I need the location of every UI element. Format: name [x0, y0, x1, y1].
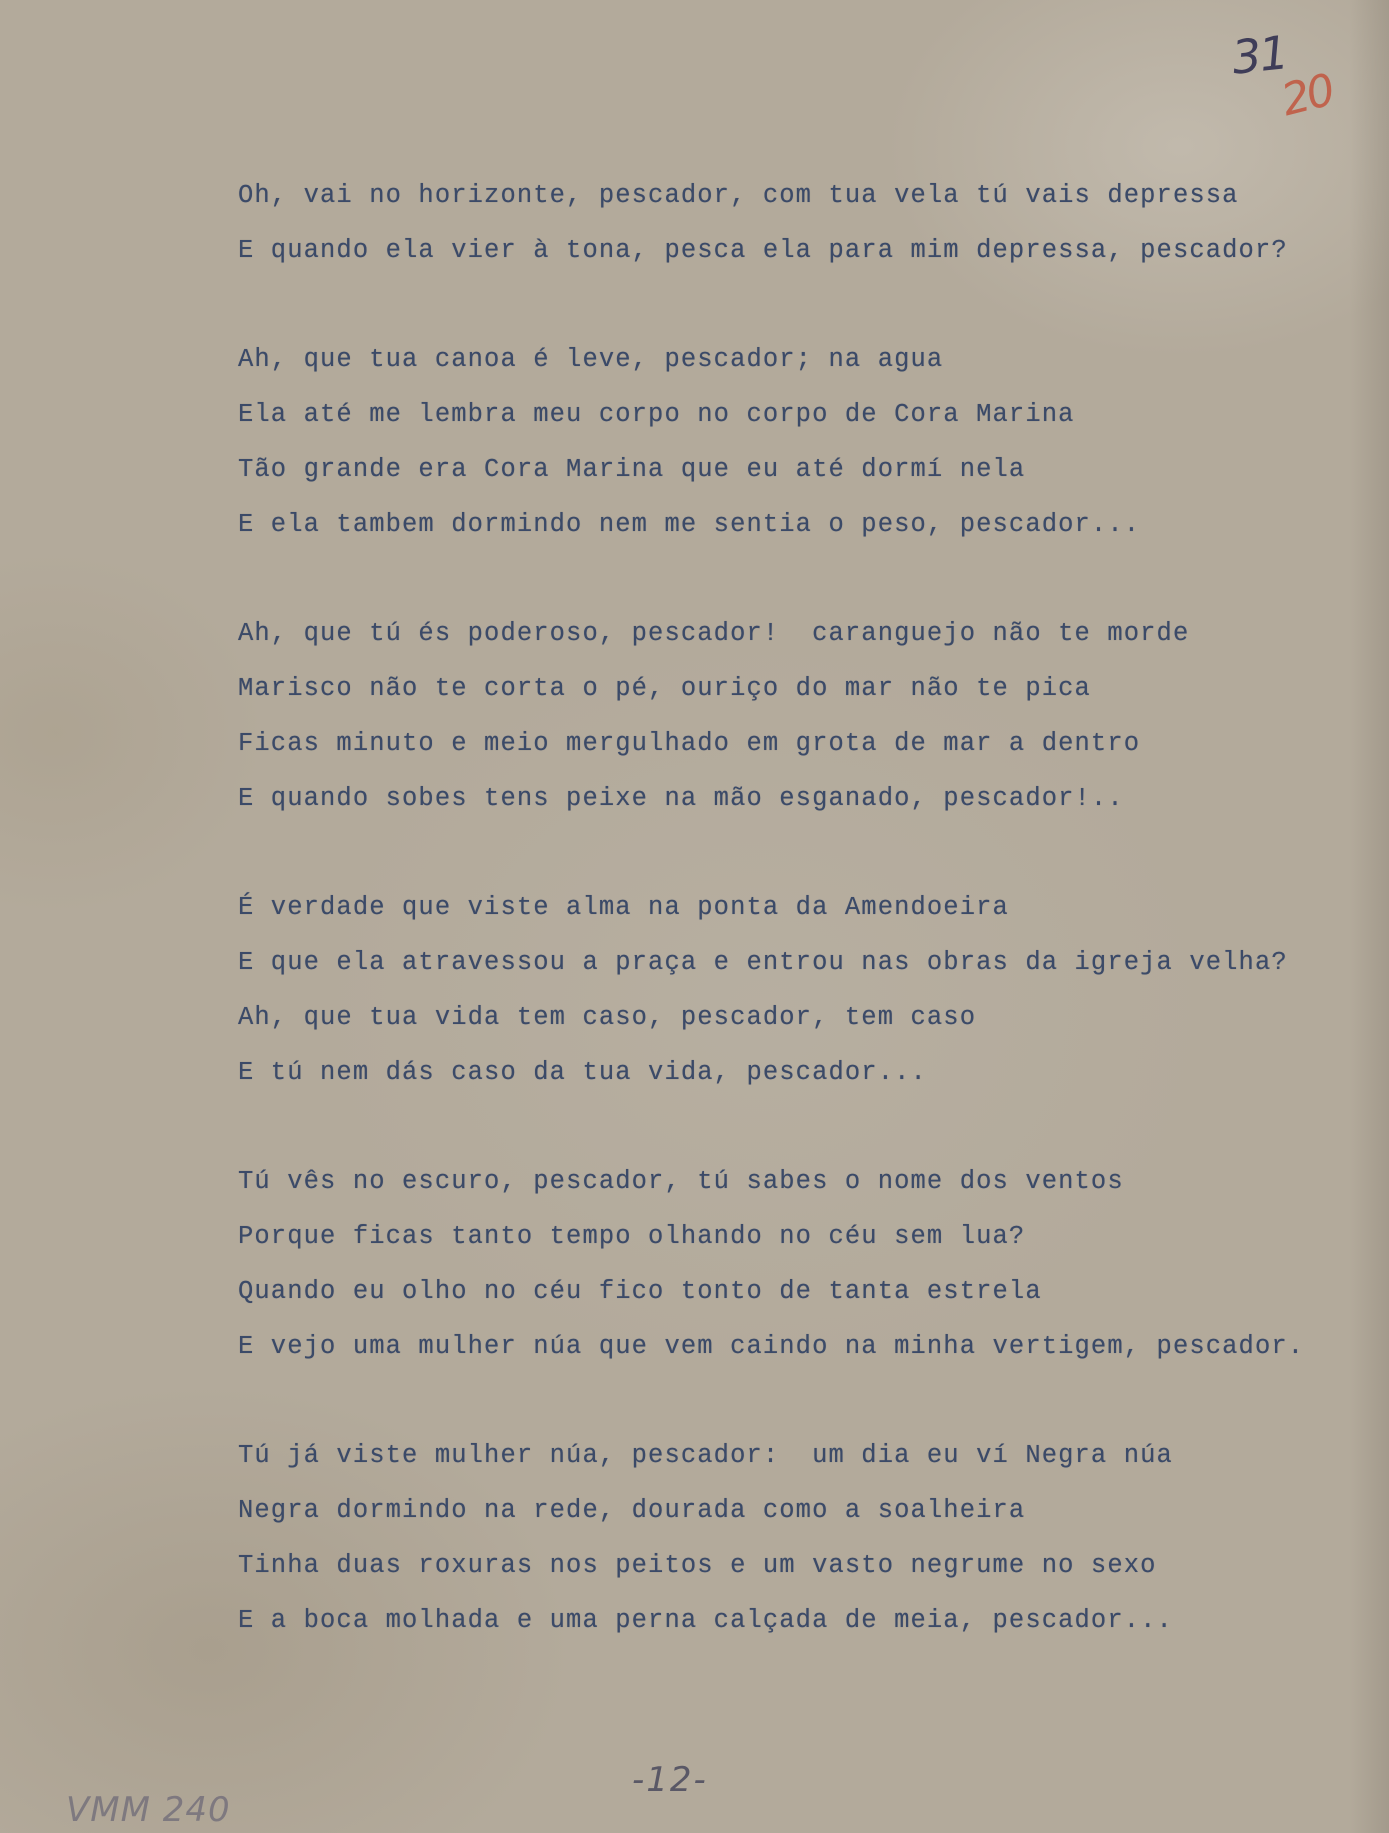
poem-line: Tú vês no escuro, pescador, tú sabes o nome dos ventos [238, 1167, 1124, 1196]
poem-line: Ah, que tua canoa é leve, pescador; na agua [238, 345, 944, 374]
poem-line: Ah, que tua vida tem caso, pescador, tem caso [238, 1003, 977, 1032]
poem-line: E vejo uma mulher núa que vem caindo na minha vertigem, pescador. [238, 1332, 1305, 1361]
folio-number-red: 20 [1276, 64, 1338, 127]
poem-line: Ah, que tú és poderoso, pescador! caranguejo não te morde [238, 619, 1190, 648]
poem-line: E que ela atravessou a praça e entrou nas obras da igreja velha? [238, 948, 1288, 977]
poem-line: E tú nem dás caso da tua vida, pescador... [238, 1058, 927, 1087]
poem-line: Tú já viste mulher núa, pescador: um dia eu ví Negra núa [238, 1441, 1173, 1470]
poem-line: Ficas minuto e meio mergulhado em grota de mar a dentro [238, 729, 1141, 758]
poem-line: Negra dormindo na rede, dourada como a soalheira [238, 1496, 1026, 1525]
stanza-3 [238, 606, 1358, 826]
stanza-2 [238, 332, 1358, 552]
stanza-6 [238, 1428, 1358, 1648]
poem-line: Tão grande era Cora Marina que eu até dormí nela [238, 455, 1026, 484]
archive-mark: VMM 240 [66, 1790, 231, 1830]
poem-line: Ela até me lembra meu corpo no corpo de Cora Marina [238, 400, 1075, 429]
poem-line: E a boca molhada e uma perna calçada de meia, pescador... [238, 1606, 1173, 1635]
poem-line: Tinha duas roxuras nos peitos e um vasto negrume no sexo [238, 1551, 1157, 1580]
stanza-5 [238, 1154, 1358, 1374]
poem-line: É verdade que viste alma na ponta da Amendoeira [238, 893, 1009, 922]
poem-line: Porque ficas tanto tempo olhando no céu sem lua? [238, 1222, 1026, 1251]
stanza-1 [238, 168, 1358, 278]
poem-line: E quando sobes tens peixe na mão esganado, pescador!.. [238, 784, 1124, 813]
poem-line: Oh, vai no horizonte, pescador, com tua vela tú vais depressa [238, 181, 1239, 210]
poem-line: Quando eu olho no céu fico tonto de tanta estrela [238, 1277, 1042, 1306]
poem-line: Marisco não te corta o pé, ouriço do mar não te pica [238, 674, 1091, 703]
page-number: -12- [632, 1760, 708, 1800]
folio-number: 31 [1229, 25, 1290, 85]
poem-body [238, 168, 1358, 1702]
stanza-4 [238, 880, 1358, 1100]
poem-line: E ela tambem dormindo nem me sentia o peso, pescador... [238, 510, 1141, 539]
poem-line: E quando ela vier à tona, pesca ela para mim depressa, pescador? [238, 236, 1288, 265]
